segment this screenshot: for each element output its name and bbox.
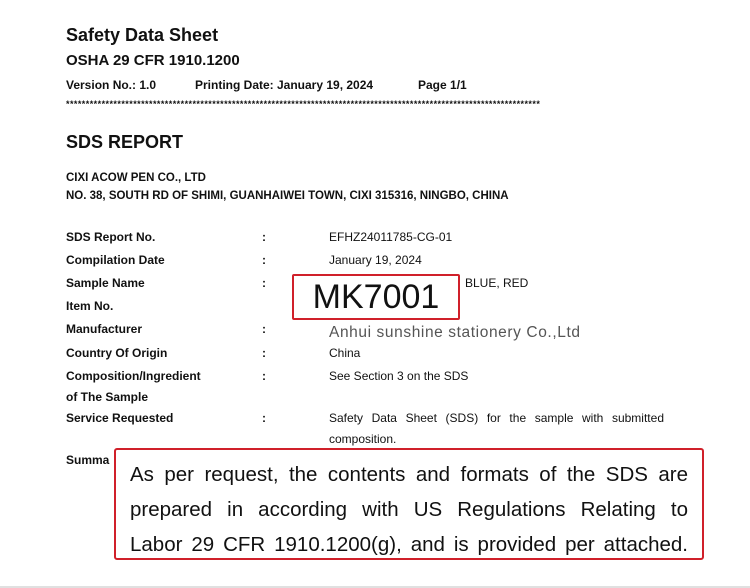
field-colon: : xyxy=(262,276,266,290)
field-colon: : xyxy=(262,411,266,425)
field-value-country: China xyxy=(329,346,361,360)
field-label-compilation-date: Compilation Date xyxy=(66,253,165,267)
field-colon: : xyxy=(262,322,266,336)
field-value-service: Safety Data Sheet (SDS) for the sample with submitted composition. xyxy=(329,411,664,446)
field-value-sample-name: BLUE, RED xyxy=(465,276,529,290)
company-name: CIXI ACOW PEN CO., LTD xyxy=(66,172,206,184)
note-line: Labor 29 CFR 1910.1200(g), and is provided per attached. xyxy=(130,533,688,556)
field-colon: : xyxy=(262,369,266,383)
printing-date: Printing Date: January 19, 2024 xyxy=(195,78,374,92)
field-label-item-no: Item No. xyxy=(66,299,114,313)
field-value-report-no: EFHZ24011785-CG-01 xyxy=(329,230,453,244)
page-number: Page 1/1 xyxy=(418,78,467,92)
note-line: As per request, the contents and formats of the SDS are xyxy=(130,463,688,486)
note-line: prepared in according with US Regulations Relating to xyxy=(130,498,688,521)
field-label-composition-line2: of The Sample xyxy=(66,390,149,404)
field-label-sample-name: Sample Name xyxy=(66,276,145,290)
separator-line: ************************************************************************************************************************ xyxy=(66,99,541,109)
report-title: SDS REPORT xyxy=(66,132,184,152)
field-value-composition: See Section 3 on the SDS xyxy=(329,369,469,383)
request-note-box xyxy=(114,448,704,560)
field-colon: : xyxy=(262,346,266,360)
field-label-service: Service Requested xyxy=(66,411,174,425)
field-label-manufacturer: Manufacturer xyxy=(66,322,143,336)
field-label-summary: Summa xyxy=(66,453,110,467)
field-label-country: Country Of Origin xyxy=(66,346,168,360)
field-value-compilation-date: January 19, 2024 xyxy=(329,253,422,267)
field-value-manufacturer: Anhui sunshine stationery Co.,Ltd xyxy=(329,324,581,341)
field-colon: : xyxy=(262,230,266,244)
field-colon: : xyxy=(262,253,266,267)
regulation-reference: OSHA 29 CFR 1910.1200 xyxy=(66,52,240,69)
company-address: NO. 38, SOUTH RD OF SHIMI, GUANHAIWEI TOWN, CIXI 315316, NINGBO, CHINA xyxy=(66,190,509,202)
field-label-composition: Composition/Ingredient xyxy=(66,369,201,383)
document-title: Safety Data Sheet xyxy=(66,25,219,45)
version-number: Version No.: 1.0 xyxy=(66,78,157,92)
field-label-report-no: SDS Report No. xyxy=(66,230,156,244)
model-number-box: MK7001 xyxy=(292,274,460,320)
